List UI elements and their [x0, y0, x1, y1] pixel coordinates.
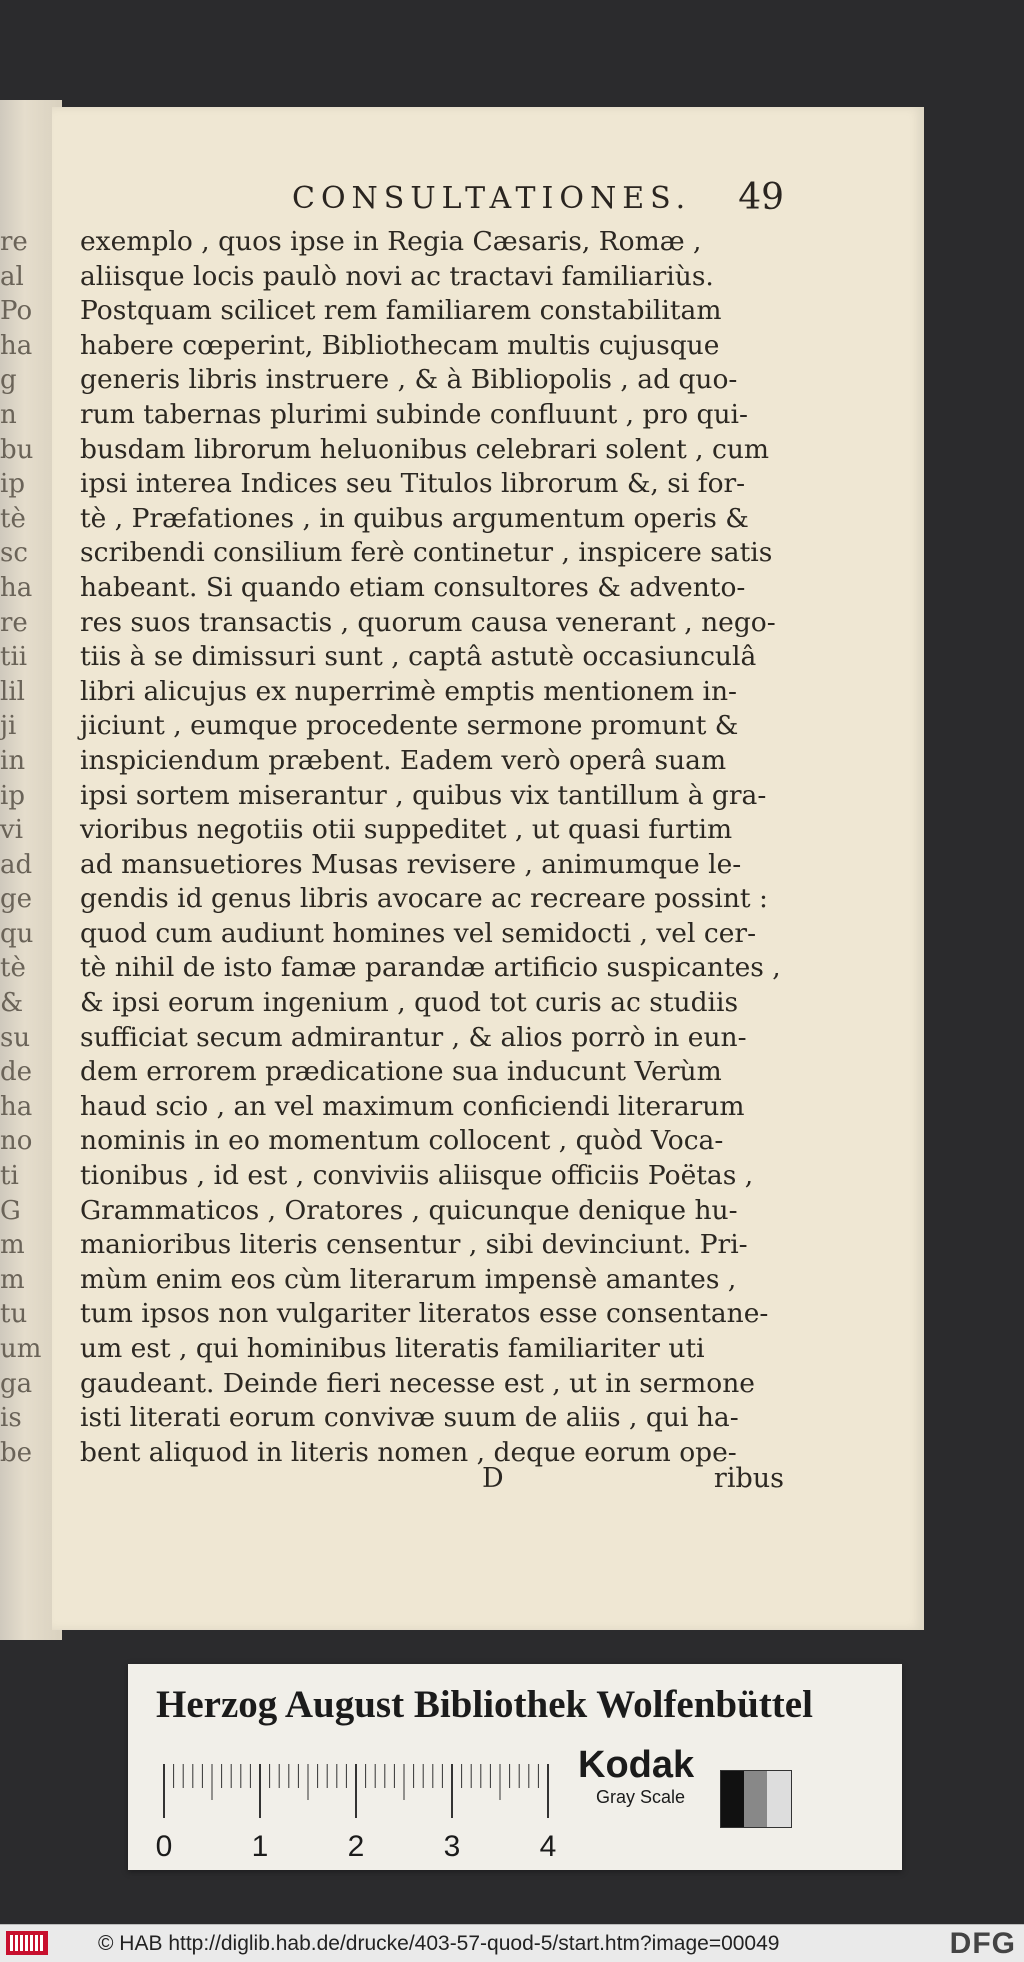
text-line: habere cœperint, Bibliothecam multis cujusque [80, 329, 720, 361]
text-line: dem errorem prædicatione sua inducunt Verùm [80, 1056, 722, 1088]
footer-bar [0, 1924, 1024, 1962]
text-line: rum tabernas plurimi subinde confluunt , pro qui- [80, 398, 748, 430]
text-line: scribendi consilium ferè continetur , inspicere satis [80, 537, 773, 569]
ruler-label: 2 [347, 1830, 365, 1863]
text-line: libri alicujus ex nuperrimè emptis mentionem in- [80, 675, 738, 707]
text-line: gaudeant. Deinde fieri necesse est , ut in sermone [80, 1367, 755, 1399]
gray-scale-label: Gray Scale [596, 1787, 686, 1807]
text-line: isti literati eorum convivæ suum de aliis , qui ha- [80, 1402, 739, 1434]
dfg-logo: DFG [949, 1927, 1016, 1960]
text-line: res suos transactis , quorum causa venerant , nego- [80, 606, 776, 638]
text-line: tiis à se dimissuri sunt , captâ astutè occasiunculâ [80, 641, 757, 673]
body-text [80, 225, 782, 1470]
text-line: manioribus literis censentur , sibi devinciunt. Pri- [80, 1229, 748, 1261]
page-number: 49 [738, 177, 784, 218]
text-line: inspiciendum præbent. Eadem verò operâ suam [80, 744, 727, 776]
text-line: busdam librorum heluonibus celebrari solent , cum [80, 433, 770, 465]
text-line: ipsi interea Indices seu Titulos librorum &, si for- [80, 468, 746, 500]
text-line: aliisque locis paulò novi ac tractavi familiariùs. [80, 260, 714, 292]
hab-logo-icon [6, 1931, 48, 1955]
text-line: Postquam scilicet rem familiarem constabilitam [80, 295, 722, 327]
text-line: tè nihil de isto famæ parandæ artificio suspicantes , [80, 952, 781, 984]
text-line: exemplo , quos ipse in Regia Cæsaris, Romæ , [80, 226, 702, 257]
footer-url[interactable]: © HAB http://diglib.hab.de/drucke/403-57-quod-5/start.htm?image=00049 [98, 1932, 780, 1955]
running-head: CONSULTATIONES. [292, 181, 692, 216]
text-line: gendis id genus libris avocare ac recreare possint : [80, 883, 768, 915]
library-name: Herzog August Bibliothek Wolfenbüttel [156, 1683, 813, 1726]
kodak-block [578, 1744, 694, 1808]
text-line: generis libris instruere , & à Bibliopolis , ad quo- [80, 364, 738, 396]
text-line: Grammaticos , Oratores , quicunque denique hu- [80, 1194, 738, 1226]
text-line: vioribus negotiis otii suppeditet , ut quasi furtim [80, 814, 733, 846]
text-line: habeant. Si quando etiam consultores & advento- [80, 571, 746, 603]
text-line: ad mansuetiores Musas revisere , animumque le- [80, 848, 742, 880]
text-line: mùm enim eos cùm literarum impensè amantes , [80, 1263, 737, 1295]
catchword: ribus [713, 1463, 784, 1494]
ruler [155, 1756, 560, 1866]
kodak-brand: Kodak [578, 1744, 695, 1786]
ruler-label: 1 [251, 1830, 269, 1863]
text-line: tum ipsos non vulgariter literatos esse consentane- [80, 1298, 769, 1330]
text-line: & ipsi eorum ingenium , quod tot curis ac studiis [80, 987, 739, 1019]
text-line: haud scio , an vel maximum conficiendi literarum [80, 1090, 745, 1122]
text-line: bent aliquod in literis nomen , deque eorum ope- [80, 1436, 737, 1468]
facing-page-text: re al Po ha g n bu ip tè sc ha re tii lil ji in ip vi ad ge qu tè & su de ha no ti G m m tu um ga is be [0, 227, 42, 1468]
text-line: tionibus , id est , conviviis aliisque officiis Poëtas , [80, 1160, 754, 1192]
gray-scale-patch [720, 1770, 792, 1828]
book-page [52, 107, 924, 1630]
ruler-label: 3 [443, 1830, 461, 1863]
text-line: ipsi sortem miserantur , quibus vix tantillum à gra- [80, 779, 767, 811]
text-line: quod cum audiunt homines vel semidocti , vel cer- [80, 917, 757, 949]
text-line: um est , qui hominibus literatis familiariter uti [80, 1333, 705, 1364]
ruler-label: 4 [539, 1830, 557, 1863]
text-line: tè , Præfationes , in quibus argumentum operis & [80, 502, 749, 534]
text-line: jiciunt , eumque procedente sermone promunt & [80, 710, 739, 742]
ruler-label: 0 [155, 1830, 173, 1863]
text-line: nominis in eo momentum collocent , quòd Voca- [80, 1125, 724, 1157]
color-calibration-card [128, 1664, 902, 1870]
text-line: sufficiat secum admirantur , & alios porrò in eun- [80, 1021, 747, 1053]
signature-mark: D [482, 1463, 504, 1494]
